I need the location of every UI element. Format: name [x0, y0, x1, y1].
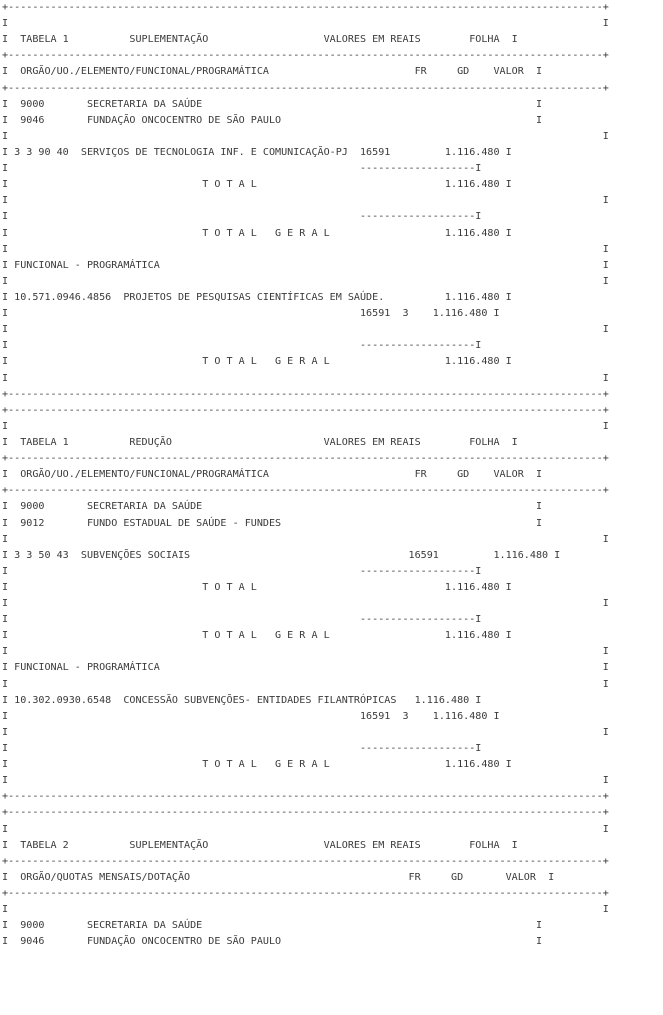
text-line: I T O T A L 1.116.480 I — [2, 581, 512, 593]
text-line: I T O T A L G E R A L 1.116.480 I — [2, 356, 512, 368]
text-line: I ORGÃO/UO./ELEMENTO/FUNCIONAL/PROGRAMÁTICA FR GD VALOR I — [2, 66, 543, 78]
text-line: I 9000 SECRETARIA DA SAÚDE I — [2, 501, 543, 513]
text-line: I TABELA 1 REDUÇÃO VALORES EM REAIS FOLHA I — [2, 436, 518, 448]
text-line: I I — [2, 275, 609, 287]
text-line: +--------------------------------------------------------------------------------------------------+ — [2, 82, 609, 94]
text-line: I I — [2, 823, 609, 835]
text-line: I 9000 SECRETARIA DA SAÚDE I — [2, 98, 543, 110]
text-line: I -------------------I — [2, 163, 482, 175]
text-line: I I — [2, 678, 609, 690]
text-line: +--------------------------------------------------------------------------------------------------+ — [2, 888, 609, 900]
text-line: I FUNCIONAL - PROGRAMÁTICA I — [2, 259, 609, 271]
text-line: I I — [2, 195, 609, 207]
text-line: I 10.302.0930.6548 CONCESSÃO SUBVENÇÕES- ENTIDADES FILANTRÓPICAS 1.116.480 I — [2, 694, 482, 706]
text-line: I I — [2, 646, 609, 658]
text-line: I ORGÃO/UO./ELEMENTO/FUNCIONAL/PROGRAMÁTICA FR GD VALOR I — [2, 469, 543, 481]
text-line: I 10.571.0946.4856 PROJETOS DE PESQUISAS CIENTÍFICAS EM SAÚDE. 1.116.480 I — [2, 291, 512, 303]
text-line: I 16591 3 1.116.480 I — [2, 710, 500, 722]
text-line: I ORGÃO/QUOTAS MENSAIS/DOTAÇÃO FR GD VALOR I — [2, 871, 555, 883]
text-line: +--------------------------------------------------------------------------------------------------+ — [2, 50, 609, 62]
text-line: I I — [2, 372, 609, 384]
text-line: I I — [2, 598, 609, 610]
text-line: I 3 3 50 43 SUBVENÇÕES SOCIAIS 16591 1.116.480 I — [2, 549, 561, 561]
text-line: I T O T A L G E R A L 1.116.480 I — [2, 227, 512, 239]
text-line: +--------------------------------------------------------------------------------------------------+ — [2, 807, 609, 819]
text-line: I I — [2, 243, 609, 255]
text-line: I 9000 SECRETARIA DA SAÚDE I — [2, 920, 543, 932]
text-line: I TABELA 1 SUPLEMENTAÇÃO VALORES EM REAIS FOLHA I — [2, 34, 518, 46]
text-line: I I — [2, 533, 609, 545]
text-line: I -------------------I — [2, 340, 482, 352]
text-line: +--------------------------------------------------------------------------------------------------+ — [2, 791, 609, 803]
text-line: I 16591 3 1.116.480 I — [2, 308, 500, 320]
text-line: I I — [2, 324, 609, 336]
text-line: I -------------------I — [2, 565, 482, 577]
text-line: I 9046 FUNDAÇÃO ONCOCENTRO DE SÃO PAULO I — [2, 114, 543, 126]
text-line: I T O T A L 1.116.480 I — [2, 179, 512, 191]
text-line: +--------------------------------------------------------------------------------------------------+ — [2, 388, 609, 400]
text-line: I 9046 FUNDAÇÃO ONCOCENTRO DE SÃO PAULO I — [2, 936, 543, 948]
text-line: +--------------------------------------------------------------------------------------------------+ — [2, 855, 609, 867]
text-line: I T O T A L G E R A L 1.116.480 I — [2, 759, 512, 771]
text-line: I -------------------I — [2, 743, 482, 755]
text-line: I -------------------I — [2, 614, 482, 626]
text-line: +--------------------------------------------------------------------------------------------------+ — [2, 2, 609, 13]
text-line: +--------------------------------------------------------------------------------------------------+ — [2, 453, 609, 465]
text-line: I I — [2, 775, 609, 787]
text-line: I 9012 FUNDO ESTADUAL DE SAÚDE - FUNDES I — [2, 517, 543, 529]
text-line: I I — [2, 18, 609, 30]
text-line: I I — [2, 420, 609, 432]
text-line: I -------------------I — [2, 211, 482, 223]
text-line: I I — [2, 904, 609, 916]
text-line: I I — [2, 130, 609, 142]
text-line: I FUNCIONAL - PROGRAMÁTICA I — [2, 662, 609, 674]
text-line: +--------------------------------------------------------------------------------------------------+ — [2, 404, 609, 416]
text-line: +--------------------------------------------------------------------------------------------------+ — [2, 485, 609, 497]
text-line: I TABELA 2 SUPLEMENTAÇÃO VALORES EM REAIS FOLHA I — [2, 839, 518, 851]
text-line: I 3 3 90 40 SERVIÇOS DE TECNOLOGIA INF. E COMUNICAÇÃO-PJ 16591 1.116.480 I — [2, 146, 512, 158]
text-line: I I — [2, 726, 609, 738]
text-line: I T O T A L G E R A L 1.116.480 I — [2, 630, 512, 642]
